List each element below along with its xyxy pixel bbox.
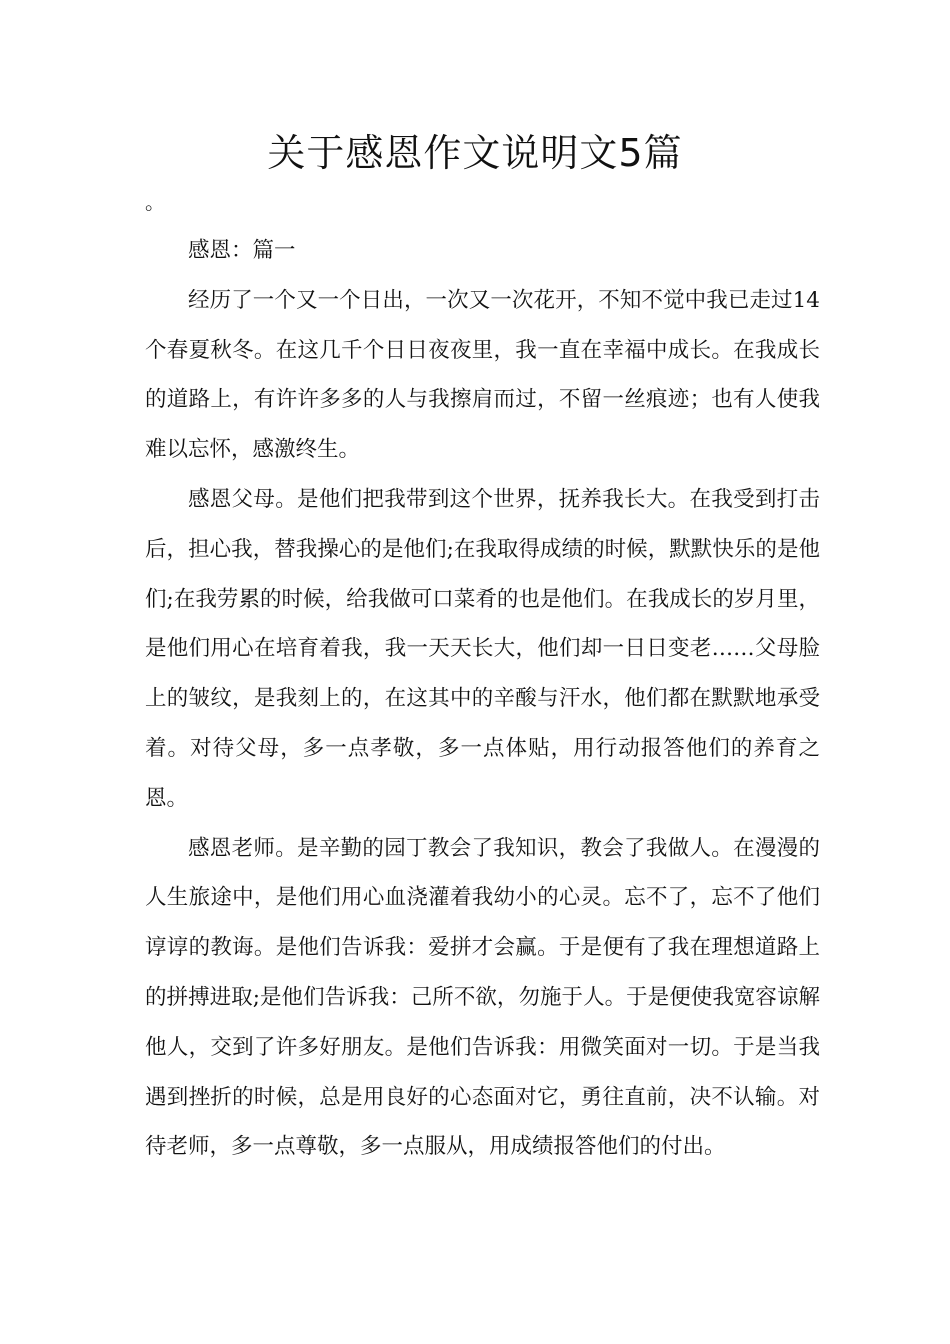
paragraph-teachers: 感恩老师。是辛勤的园丁教会了我知识，教会了我做人。在漫漫的人生旅途中，是他们用心血浇灌着我幼小的心灵。忘不了，忘不了他们谆谆的教诲。是他们告诉我：爱拼才会赢。于是便有了我在理想道路上的拼搏进取;是他们告诉我：己所不欲，勿施于人。于是便使我宽容谅解他人，交到了许多好朋友。是他们告诉我：用微笑面对一切。于是当我遇到挫折的时候，总是用良好的心态面对它，勇往直前，决不认输。对待老师，多一点尊敬，多一点服从，用成绩报答他们的付出。 [145,835,820,1160]
section-heading: 感恩：篇一 [188,238,296,263]
document-body [145,226,820,1172]
paragraph-intro: 经历了一个又一个日出，一次又一次花开，不知不觉中我已走过14个春夏秋冬。在这几千个日日夜夜里，我一直在幸福中成长。在我成长的道路上，有许许多多的人与我擦肩而过，不留一丝痕迹；也有人使我难以忘怀，感激终生。 [145,287,820,463]
paragraph-parents: 感恩父母。是他们把我带到这个世界，抚养我长大。在我受到打击后，担心我，替我操心的是他们;在我取得成绩的时候，默默快乐的是他们;在我劳累的时候，给我做可口菜肴的也是他们。在我成长的岁月里，是他们用心在培育着我，我一天天长大，他们却一日日变老……父母脸上的皱纹，是我刻上的，在这其中的辛酸与汗水，他们都在默默地承受着。对待父母，多一点孝敬，多一点体贴，用行动报答他们的养育之恩。 [145,486,820,811]
stray-punctuation: 。 [145,190,165,214]
document-title: 关于感恩作文说明文5篇 [267,131,683,175]
